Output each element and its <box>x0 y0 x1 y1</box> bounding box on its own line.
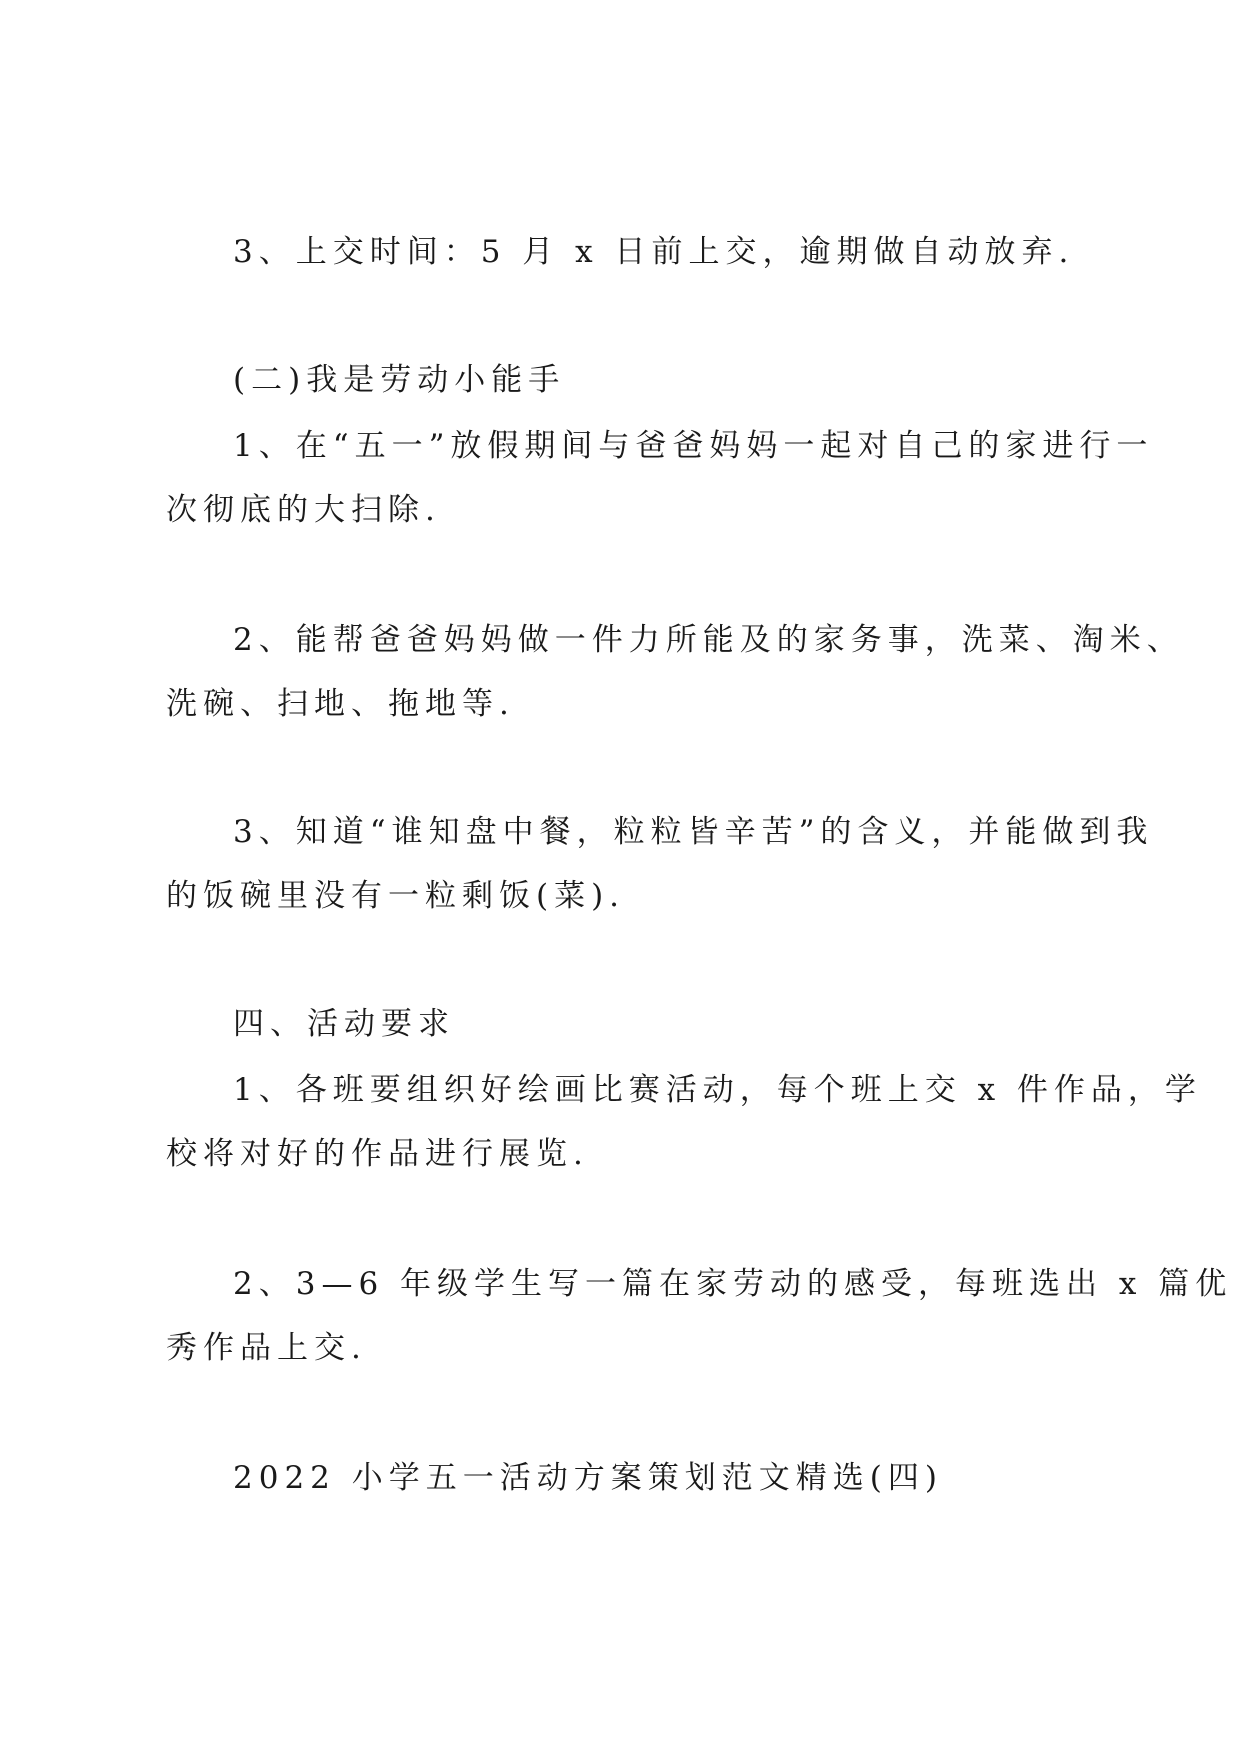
paragraph-line: 3、知道“谁知盘中餐，粒粒皆辛苦”的含义，并能做到我 <box>233 814 1154 850</box>
paragraph-line: 的饭碗里没有一粒剩饭(菜). <box>166 878 626 914</box>
section-heading: (二)我是劳动小能手 <box>233 362 566 398</box>
paragraph-line: 2、能帮爸爸妈妈做一件力所能及的家务事，洗菜、淘米、 <box>233 622 1184 658</box>
paragraph-line: 校将对好的作品进行展览. <box>166 1136 589 1172</box>
paragraph-line: 次彻底的大扫除. <box>166 492 441 528</box>
paragraph-line: 1、在“五一”放假期间与爸爸妈妈一起对自己的家进行一 <box>233 428 1154 464</box>
paragraph-line: 2、3—6 年级学生写一篇在家劳动的感受，每班选出 x 篇优 <box>233 1266 1233 1302</box>
paragraph-line: 秀作品上交. <box>166 1330 367 1366</box>
paragraph-line: 洗碗、扫地、拖地等. <box>166 686 515 722</box>
paragraph-line: 3、上交时间：5 月 x 日前上交，逾期做自动放弃. <box>233 234 1075 270</box>
section-heading: 四、活动要求 <box>233 1006 455 1042</box>
document-title: 2022 小学五一活动方案策划范文精选(四) <box>233 1460 943 1496</box>
paragraph-line: 1、各班要组织好绘画比赛活动，每个班上交 x 件作品，学 <box>233 1072 1202 1108</box>
